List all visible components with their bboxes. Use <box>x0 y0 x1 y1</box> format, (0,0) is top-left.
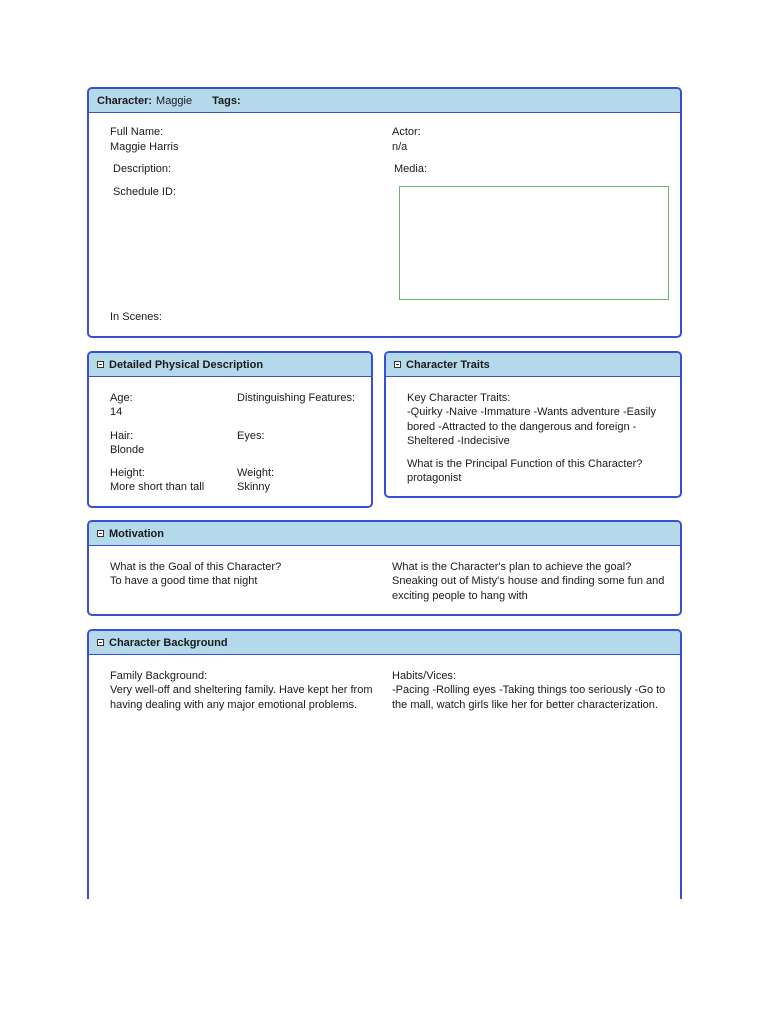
traits-header <box>386 353 680 377</box>
key-traits-value: -Quirky -Naive -Immature -Wants adventure -Easily bored -Attracted to the dangerous and foreign -Sheltered -Indecisive <box>407 406 656 447</box>
habits-value: -Pacing -Rolling eyes -Taking things too seriously -Go to the mall, watch girls like her for better characterization. <box>392 684 666 711</box>
weight-label: Weight: <box>237 467 275 479</box>
media-box[interactable] <box>399 186 669 300</box>
full-name-label: Full Name: <box>110 126 164 138</box>
collapse-icon[interactable] <box>97 361 104 368</box>
collapse-icon[interactable] <box>394 361 401 368</box>
hair-value: Blonde <box>110 444 145 456</box>
family-value: Very well-off and sheltering family. Have kept her from having dealing with any major emotional problems. <box>110 684 373 711</box>
actor-label: Actor: <box>392 126 421 138</box>
in-scenes-label: In Scenes: <box>110 311 162 323</box>
height-label: Height: <box>110 467 145 479</box>
eyes-label: Eyes: <box>237 430 265 442</box>
collapse-icon[interactable] <box>97 639 104 646</box>
character-name: Maggie <box>156 94 193 107</box>
family-label: Family Background: <box>110 670 208 682</box>
physical-header <box>89 353 371 377</box>
collapse-icon[interactable] <box>97 530 104 537</box>
full-name-value: Maggie Harris <box>110 141 179 153</box>
traits-title: Character Traits <box>406 358 490 371</box>
physical-title: Detailed Physical Description <box>109 358 264 371</box>
traits-panel <box>384 351 682 498</box>
motivation-panel <box>87 520 682 616</box>
media-label: Media: <box>394 163 428 175</box>
background-title: Character Background <box>109 636 228 649</box>
character-header <box>89 89 680 113</box>
hair-label: Hair: <box>110 430 134 442</box>
background-panel <box>87 629 682 919</box>
features-label: Distinguishing Features: <box>237 392 356 404</box>
background-header <box>89 631 680 655</box>
weight-value: Skinny <box>237 481 271 493</box>
age-value: 14 <box>110 406 123 418</box>
habits-label: Habits/Vices: <box>392 670 456 682</box>
motivation-header <box>89 522 680 546</box>
function-label: What is the Principal Function of this Character? <box>407 458 643 470</box>
schedule-id-label: Schedule ID: <box>113 186 176 198</box>
character-label: Character: <box>97 94 153 107</box>
tags-label: Tags: <box>212 94 241 107</box>
page-bottom <box>0 899 768 1024</box>
age-label: Age: <box>110 392 133 404</box>
plan-value: Sneaking out of Misty's house and finding some fun and exciting people to hang with <box>392 575 665 602</box>
goal-label: What is the Goal of this Character? <box>110 561 282 573</box>
description-label: Description: <box>113 163 172 175</box>
height-value: More short than tall <box>110 481 205 493</box>
function-value: protagonist <box>407 472 462 484</box>
actor-value: n/a <box>392 141 408 153</box>
key-traits-label: Key Character Traits: <box>407 392 511 404</box>
plan-label: What is the Character's plan to achieve the goal? <box>392 561 632 573</box>
physical-panel <box>87 351 373 508</box>
character-panel <box>87 87 682 338</box>
motivation-title: Motivation <box>109 527 164 540</box>
goal-value: To have a good time that night <box>110 575 258 587</box>
